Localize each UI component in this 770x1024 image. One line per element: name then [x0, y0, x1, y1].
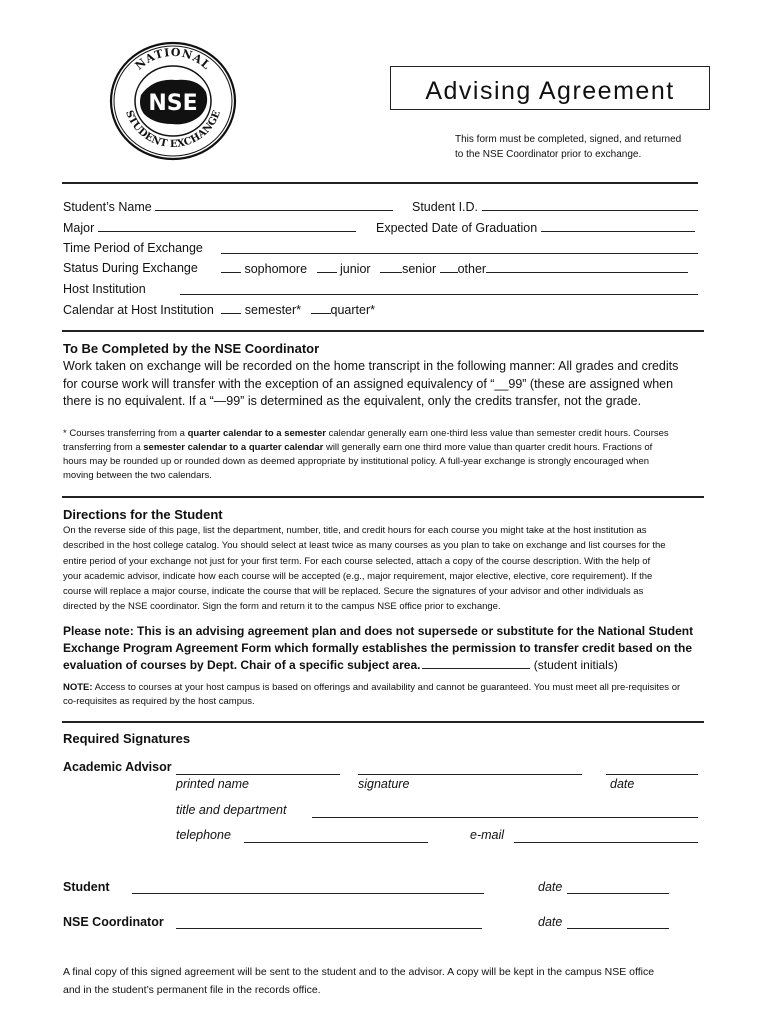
major-field[interactable]	[98, 220, 356, 232]
graduation-label: Expected Date of Graduation	[376, 221, 538, 235]
student-id-label: Student I.D.	[412, 200, 479, 214]
time-period-field[interactable]	[221, 253, 698, 254]
telephone-label: telephone	[176, 828, 231, 842]
major-row	[63, 220, 356, 235]
directions-line: On the reverse side of this page, list the department, number, title, and credit hours for each course you might take at the host institution as	[63, 525, 647, 536]
divider	[62, 721, 704, 723]
coordinator-line-2: for course work will transfer with the exception of an assigned equivalency of “__99” (these are assigned when	[63, 376, 674, 391]
note-text: transferring from a	[63, 442, 144, 453]
other-check[interactable]	[440, 261, 458, 273]
access-note	[63, 681, 713, 709]
please-note-line: evaluation of courses by Dept. Chair of a specific subject area.	[63, 658, 421, 672]
form-subtitle	[455, 132, 715, 162]
email-label: e-mail	[470, 828, 505, 842]
coordinator-date-label: date	[538, 915, 563, 929]
status-options	[221, 261, 688, 276]
nse-logo	[108, 40, 238, 162]
other-option: other	[457, 262, 487, 276]
senior-option: senior	[402, 262, 437, 276]
semester-check[interactable]	[221, 302, 241, 314]
note-text: Access to courses at your host campus is based on offerings and availability and cannot be guaranteed. You must meet all pre-requisites or	[92, 682, 681, 693]
coordinator-heading: To Be Completed by the NSE Coordinator	[63, 341, 320, 356]
directions-text	[63, 523, 713, 615]
form-title: Advising Agreement	[390, 66, 710, 110]
please-note	[63, 623, 713, 674]
note-bold: quarter calendar to a semester	[187, 428, 326, 439]
footer-line: and in the student’s permanent file in the records office.	[63, 984, 321, 996]
advisor-label: Academic Advisor	[63, 760, 172, 774]
graduation-field[interactable]	[541, 220, 695, 232]
footer-text	[63, 963, 723, 999]
advisor-date-field[interactable]	[606, 774, 698, 775]
title-dept-field[interactable]	[312, 817, 698, 818]
subtitle-line-2: to the NSE Coordinator prior to exchange.	[455, 149, 642, 160]
logo-center-text: NSE	[148, 91, 198, 116]
student-date-field[interactable]	[567, 893, 669, 894]
time-period-label: Time Period of Exchange	[63, 241, 203, 255]
date-caption: date	[610, 777, 635, 791]
divider	[62, 496, 704, 498]
directions-line: course will replace a major course, indicate the course that will be replaced. Secure the signatures of your advisor and other individuals as	[63, 586, 644, 598]
student-name-label: Student’s Name	[63, 200, 152, 214]
advisor-signature-field[interactable]	[358, 774, 582, 775]
quarter-check[interactable]	[311, 302, 331, 314]
calendar-row	[63, 302, 375, 317]
note-label: NOTE:	[63, 682, 93, 693]
junior-check[interactable]	[317, 261, 337, 273]
quarter-option: quarter*	[330, 303, 375, 317]
student-date-label: date	[538, 880, 563, 894]
sophomore-option: sophomore	[244, 262, 308, 276]
email-field[interactable]	[514, 842, 698, 843]
divider	[62, 330, 704, 332]
student-id-field[interactable]	[482, 199, 698, 211]
note-text: will generally earn one third more value than quarter credit hours. Fractions of	[323, 442, 653, 453]
signatures-heading: Required Signatures	[63, 731, 191, 746]
note-text: moving between the two calendars.	[63, 470, 212, 481]
divider	[62, 182, 698, 184]
student-signature-field[interactable]	[132, 893, 484, 894]
coordinator-line-1: Work taken on exchange will be recorded on the home transcript in the following manner: All grades and credits	[63, 359, 679, 373]
host-field[interactable]	[180, 294, 698, 295]
coordinator-date-field[interactable]	[567, 928, 669, 929]
calendar-note	[63, 427, 713, 483]
directions-line: described in the host college catalog. You should select at least twice as many courses as you plan to take on exchange and list courses for the	[63, 540, 666, 552]
student-name-row	[63, 199, 393, 214]
directions-line: entire period of your exchange not just for your first term. For each course selected, attach a copy of the course description. With the help of	[63, 555, 651, 567]
coordinator-text	[63, 358, 713, 411]
logo-bottom-text: STUDENT EXCHANGE	[123, 109, 223, 151]
note-text: hours may be rounded up or rounded down as deemed appropriate by institutional policy. A full-year exchange is strongly encouraged when	[63, 456, 650, 467]
printed-name-caption: printed name	[176, 777, 249, 791]
coordinator-sign-label: NSE Coordinator	[63, 915, 164, 929]
telephone-field[interactable]	[244, 842, 428, 843]
host-label: Host Institution	[63, 282, 146, 296]
note-text: co-requisites as required by the host campus.	[63, 696, 255, 707]
semester-option: semester*	[244, 303, 302, 317]
directions-heading: Directions for the Student	[63, 507, 223, 522]
logo-top-text: NATIONAL	[132, 45, 214, 73]
initials-field[interactable]	[422, 657, 530, 669]
footer-line: A final copy of this signed agreement will be sent to the student and to the advisor. A copy will be kept in the campus NSE office	[63, 966, 655, 978]
senior-check[interactable]	[380, 261, 402, 273]
status-label: Status During Exchange	[63, 261, 198, 275]
directions-line: your academic advisor, indicate how each course will be accepted (e.g., major requirement, major elective, elective, core requirement). If the	[63, 570, 653, 582]
student-sign-label: Student	[63, 880, 110, 894]
major-label: Major	[63, 221, 95, 235]
other-field[interactable]	[486, 261, 688, 273]
junior-option: junior	[340, 262, 371, 276]
advisor-printed-name-field[interactable]	[176, 774, 340, 775]
graduation-row	[376, 220, 695, 235]
note-text: * Courses transferring from a	[63, 428, 188, 439]
initials-label: (student initials)	[533, 658, 618, 672]
signature-caption: signature	[358, 777, 410, 791]
please-note-line: Exchange Program Agreement Form which formally establishes the permission to transfer credit based on the	[63, 641, 693, 655]
note-text: calendar generally earn one-third less value than semester credit hours. Courses	[325, 428, 669, 439]
student-name-field[interactable]	[155, 199, 393, 211]
please-note-line: Please note: This is an advising agreement plan and does not supersede or substitute for the National Student	[63, 624, 694, 638]
calendar-label: Calendar at Host Institution	[63, 303, 214, 317]
subtitle-line-1: This form must be completed, signed, and returned	[455, 134, 682, 145]
student-id-row	[412, 199, 698, 214]
title-dept-label: title and department	[176, 803, 287, 817]
note-bold: semester calendar to a quarter calendar	[143, 442, 324, 453]
directions-line: directed by the NSE coordinator. Sign the form and return it to the campus NSE office prior to exchange.	[63, 601, 501, 613]
coordinator-line-3: there is no equivalent. If a “—99” is determined as the equivalent, only the credits transfer, not the grade.	[63, 394, 642, 408]
sophomore-check[interactable]	[221, 261, 241, 273]
coordinator-signature-field[interactable]	[176, 928, 482, 929]
